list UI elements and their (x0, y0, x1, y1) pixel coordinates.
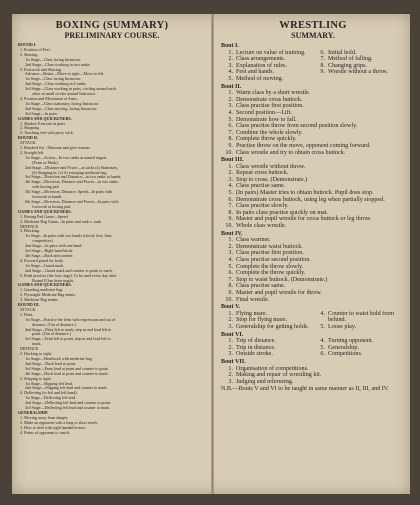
boxing-line: DEFENCE. (18, 346, 40, 352)
item-text: Organisation of competitions. (236, 365, 309, 372)
item-number: 3. (228, 323, 233, 330)
boxing-line: other in small circles around Instructor. (18, 91, 96, 97)
item-number: 9. (228, 216, 233, 223)
wrestling-subtitle: SUMMARY. (291, 31, 335, 40)
item-number: 6. (320, 351, 325, 358)
item-number: 5. (228, 116, 233, 123)
boxing-line: 1st Stage—In pairs with two hands (slowly first, then (18, 233, 112, 239)
wrestling-item (221, 90, 405, 97)
item-number: 9. (320, 69, 325, 76)
wrestling-item (313, 311, 405, 324)
item-text: Class practise throw from second position slowly. (236, 123, 358, 130)
boxing-line: 2nd Stage—Feint left to mark, step in and lead left to (18, 326, 112, 332)
item-number: 4. (228, 109, 233, 116)
boxing-line: 1. Reached fist : Illustrate and give reasons. (18, 145, 91, 151)
bout-column (221, 50, 313, 83)
item-number: 5. (320, 323, 325, 330)
boxing-line: 1st Stage—Action—In two ranks at named targets (18, 154, 107, 160)
item-number: 7. (228, 203, 233, 210)
boxing-line: 3rd Stage—Deflecting left lead and counter to mark. (18, 405, 111, 411)
wrestling-item (221, 372, 405, 379)
wrestling-item (221, 270, 405, 277)
boxing-line: 2nd Stage—Distance and Power—at sacks (a) Stationary, (18, 164, 119, 170)
boxing-line: 1st Stage—Class stationary, facing Instructor. (18, 100, 99, 106)
boxing-line: 2. Skipping. (18, 125, 40, 131)
item-text: Wrestle without a throw. (328, 69, 388, 76)
boxing-title: BOXING (SUMMARY) (55, 20, 169, 31)
wrestling-item (221, 130, 405, 137)
item-text: Second position—Lift. (236, 109, 292, 116)
item-number: 3. (228, 250, 233, 257)
wrestling-item (221, 69, 313, 76)
wrestling-item (221, 317, 313, 324)
item-text: Outside stroke. (236, 351, 273, 358)
item-text: Class wrestle without throw. (236, 163, 306, 170)
boxing-line: 1st Stage—Guard mark. (18, 262, 65, 268)
boxing-line: 3rd Stage—Class working in pairs, circling around each (18, 86, 116, 92)
boxing-line: 2. Make an opponent with a long or short reach. (18, 419, 98, 425)
boxing-line: 1. Position of Feet. (18, 46, 51, 52)
page-gutter (211, 14, 214, 494)
wrestling-item (221, 223, 405, 230)
boxing-line: ROUND I. (18, 42, 37, 47)
item-number: 7. (228, 129, 233, 136)
item-text: Class practise first position. (236, 250, 304, 257)
item-text: Trip of distance. (236, 338, 276, 345)
boxing-line: 5. Final practice (the four rings). To be used every day after (18, 272, 117, 278)
boxing-line: 3. Slipping to right. (18, 375, 52, 381)
boxing-line: ATTACK. (18, 140, 37, 146)
wrestling-item (221, 264, 405, 271)
item-number: 9. (228, 142, 233, 149)
item-number: 1. (228, 90, 233, 97)
boxing-line: 1. Feint. (18, 311, 34, 317)
item-number: 3. (228, 62, 233, 69)
boxing-line: point. (Out of distance.) (18, 331, 71, 337)
item-text: Complete throw quickly. (236, 136, 297, 143)
bout-columns (221, 311, 405, 331)
boxing-line: 1st Stage—Headwork with medicine bag. (18, 356, 93, 361)
item-number: 2. (228, 96, 233, 103)
item-text: Explanation of rules. (236, 62, 287, 69)
boxing-line: competitive). (18, 238, 54, 244)
item-number: 1. (228, 237, 233, 244)
item-number: 6. (228, 270, 233, 277)
boxing-line: 3. Footwork and Shaving. (18, 66, 62, 72)
item-text: (In pairs) Master tries to obtain buttock. Pupil does stop. (236, 190, 374, 197)
wrestling-item (313, 345, 405, 352)
wrestling-item (221, 203, 405, 210)
item-text: Trip in distance. (236, 344, 276, 351)
wrestling-item (221, 76, 313, 83)
boxing-line: 2nd Stage—Slipping left lead and counter to mark. (18, 385, 108, 391)
wrestling-item (221, 290, 405, 297)
item-text: Repeat cross buttock. (236, 170, 289, 177)
boxing-line: 2. Ducking to right. (18, 351, 52, 357)
boxing-line: 2nd Stage—In pairs with one hand. (18, 243, 83, 249)
wrestling-item (221, 177, 405, 184)
item-number: 5. (228, 75, 233, 82)
item-number: 10. (225, 296, 233, 303)
boxing-line: 4th Stage—Back and counter. (18, 252, 74, 258)
boxing-line: ATTACK. (18, 306, 37, 312)
item-number: 1. (228, 49, 233, 56)
boxing-line: Round II has been taught. (18, 277, 74, 283)
bout-heading: Bout V. (221, 304, 241, 311)
item-number: 3. (228, 103, 233, 110)
wrestling-item (221, 237, 405, 244)
item-text: Stop to waist buttock. (Demonstrate.) (236, 276, 328, 283)
boxing-line: GAMES AND QUICKENERS. (18, 208, 72, 214)
boxing-line: with boxing pad. (18, 184, 60, 190)
boxing-line: 1st Stage—Practice the feint with expression and out of (18, 316, 116, 322)
boxing-line: ROUND II. (18, 135, 39, 141)
item-text: Demonstrate cross buttock. (236, 96, 303, 103)
wrestling-item (221, 50, 313, 57)
boxing-line: distance. (Out of distance.) (18, 321, 76, 327)
item-number: 3. (228, 176, 233, 183)
wrestling-item (221, 250, 405, 257)
boxing-body (18, 43, 206, 436)
wrestling-item (221, 338, 313, 345)
boxing-line: (b) Stepping in. (c) At swinging medicine bag. (18, 169, 108, 175)
wrestling-item (221, 56, 313, 63)
wrestling-item (221, 379, 405, 386)
item-number: 9. (228, 289, 233, 296)
item-text: Generalship. (328, 344, 359, 351)
boxing-line: GAMES AND QUICKENERS. (18, 115, 72, 121)
wrestling-item (221, 197, 405, 204)
item-number: 2. (228, 372, 233, 379)
item-number: 1. (228, 338, 233, 345)
wrestling-item (313, 63, 405, 70)
boxing-line: 4. Deflecting (to left and left hand). (18, 390, 78, 396)
wrestling-item (221, 170, 405, 177)
boxing-line: 3. Touching feet with parry stick. (18, 130, 74, 136)
item-text: Initial hold. (328, 49, 357, 56)
item-text: Master and pupil wrestle for throw. (236, 289, 322, 296)
boxing-line: 2nd Stage—Guard mark and counter to point or mark. (18, 267, 113, 273)
wrestling-item (313, 324, 405, 331)
item-text: Practise throw on the move, opponent coming forward. (236, 142, 371, 149)
item-number: 1. (228, 310, 233, 317)
item-text: Demonstrate cross buttock, using leg when partially stopped. (236, 196, 385, 203)
item-text: Class practise slowly. (236, 203, 289, 210)
boxing-line: footwork at boxing pad. (18, 203, 72, 209)
bout-columns (221, 50, 405, 83)
boxing-line: 3rd Stage—In pairs. (18, 110, 58, 116)
boxing-line: 2nd Stage—Duck lead at point. (18, 360, 76, 366)
wrestling-item (313, 69, 405, 76)
item-number: 10. (225, 149, 233, 156)
item-number: 2. (228, 344, 233, 351)
item-text: Class arrangements. (236, 56, 286, 63)
boxing-line: 6th Stage—Direction, Distance and Power—In pairs with (18, 199, 119, 204)
wrestling-item (221, 150, 405, 157)
item-text: Final wrestle. (236, 296, 270, 303)
item-text: Class practise same. (236, 283, 286, 290)
boxing-line: GENERALSHIP. (18, 409, 49, 415)
bout-heading: Bout II. (221, 83, 242, 90)
bout-column (313, 338, 405, 358)
boxing-line: 1. Moving away from danger. (18, 414, 69, 420)
item-text: In pairs class practise quickly on mat. (236, 209, 328, 216)
boxing-line: 3. How to deal with right handed boxers. (18, 424, 87, 430)
wrestling-item (221, 103, 405, 110)
item-text: Class practise same. (236, 183, 286, 190)
item-number: 4. (228, 183, 233, 190)
boxing-line: 4. Position and Movement of Arms. (18, 95, 78, 101)
item-number: 3. (228, 351, 233, 358)
wrestling-item (221, 277, 405, 284)
item-number: 4. (228, 257, 233, 263)
item-number: 5. (228, 263, 233, 270)
wrestling-item (221, 345, 313, 352)
item-number: 6. (228, 196, 233, 203)
bout-heading: Bout IV. (221, 230, 243, 237)
item-text: Class wrestle and try to obtain cross buttock. (236, 149, 346, 156)
boxing-line: mark. (18, 341, 42, 347)
item-number: 4. (228, 69, 233, 76)
boxing-line: DEFENCE. (18, 223, 40, 229)
wrestling-item (221, 123, 405, 130)
bout-heading: Bout VII. (221, 358, 246, 365)
wrestling-item (313, 351, 405, 358)
item-number: 6. (320, 49, 325, 56)
boxing-line: 2nd Stage—Class working in two ranks. (18, 61, 91, 67)
item-number: 2. (228, 243, 233, 250)
boxing-line: 2. Flywaight Medicine Bag tennis. (18, 292, 76, 298)
boxing-line: 1. Shadow Exercise in pairs. (18, 120, 67, 126)
wrestling-note: N.B.—Bouts V and VI to be taught in same manner as II, III, and IV. (221, 386, 389, 393)
item-number: 8. (320, 62, 325, 69)
item-text: Demonstrate how to fall. (236, 116, 297, 123)
boxing-line: (Point or Mark). (18, 159, 59, 165)
item-text: Stop for flying mare. (236, 317, 288, 324)
item-number: 2. (228, 170, 233, 177)
item-text: Combine the whole slowly. (236, 129, 303, 136)
item-number: 2. (228, 56, 233, 63)
item-number: 8. (228, 209, 233, 216)
item-number: 7. (228, 276, 233, 283)
boxing-line: 1. Boxing Pad Game—Speed. (18, 213, 69, 219)
item-text: Complete the throw slowly. (236, 263, 304, 270)
boxing-line: 2nd Stage—Class moving, facing Instructor. (18, 105, 98, 111)
boxing-page (18, 20, 206, 490)
item-text: Class practise first position. (236, 103, 304, 110)
boxing-line: 2nd Stage—Deflecting left lead and counter to point. (18, 400, 111, 406)
bout-heading: Bout I. (221, 43, 239, 49)
booklet-spread (12, 14, 410, 494)
item-number: 5. (228, 190, 233, 197)
item-text: Stop to cross. (Demonstrate.) (236, 176, 308, 183)
item-text: Class warmer. (236, 237, 271, 244)
boxing-line: 1st Stage—Class facing Instructor. (18, 56, 82, 62)
item-text: Feet and hands. (236, 69, 275, 76)
boxing-line: 2nd Stage—Class working in 2 ranks. (18, 81, 87, 87)
boxing-line: 2. Straight left. (18, 149, 45, 155)
item-text: Judging and refereeing. (236, 378, 294, 385)
wrestling-item (221, 143, 405, 150)
boxing-line: footwork at hands. (18, 194, 63, 200)
item-text: Master and pupil wrestle for cross buttock or leg throw. (236, 216, 372, 223)
boxing-line: GAMES AND QUICKENERS. (18, 282, 72, 288)
item-text: Method of moving. (236, 75, 284, 82)
wrestling-title: WRESTLING (279, 20, 347, 31)
wrestling-item (221, 283, 405, 290)
wrestling-item (313, 338, 405, 345)
item-number: 4. (320, 310, 325, 317)
boxing-line: 5th Stage—Direction, Distance, Speed—In pairs with (18, 189, 113, 195)
boxing-line: 4. Feints of opponent to watch. (18, 429, 71, 435)
wrestling-item (221, 351, 313, 358)
item-text: Competitions. (328, 351, 363, 358)
bout-columns (221, 338, 405, 358)
wrestling-item (221, 164, 405, 171)
item-text: Whole class wrestle. (236, 223, 287, 230)
boxing-line: 1st Stage—Deflecting left lead. (18, 395, 77, 401)
item-text: Making and repair of wrestling kit. (236, 372, 322, 379)
bout-heading: Bout III. (221, 157, 244, 164)
item-number: 4. (320, 338, 325, 345)
item-text: Flying mare. (236, 310, 268, 317)
wrestling-item (221, 257, 405, 264)
wrestling-page (221, 20, 405, 490)
boxing-line: 3rd Stage—Right hand block. (18, 248, 74, 254)
boxing-line: 4th Stage—Direction, Distance and Power—in two ranks (18, 179, 119, 185)
boxing-line: 3rd Stage—Feint left to point, step in and lead left to (18, 336, 111, 342)
item-number: 6. (228, 123, 233, 130)
bout-heading: Bout VI. (221, 331, 244, 338)
bout-column (221, 311, 313, 331)
boxing-line: 1st Stage—Class facing Instructor. (18, 76, 82, 82)
item-text: Generalship for getting holds. (236, 323, 309, 330)
boxing-line: 1st Stage—Slipping left lead. (18, 380, 73, 386)
item-text: Class practise second position. (236, 257, 311, 263)
wrestling-item (221, 297, 405, 304)
item-number: 8. (228, 283, 233, 290)
item-number: 1. (228, 163, 233, 170)
item-number: 5. (320, 344, 325, 351)
boxing-line: 3rd Stage—Direction and Distance—in two ranks at hands. (18, 174, 122, 180)
wrestling-item (221, 324, 313, 331)
boxing-line: 3rd Stage—Parry lead at point and counter to point. (18, 365, 109, 371)
item-text: Changing grips. (328, 62, 367, 69)
item-number: 3. (228, 378, 233, 385)
bout-column (221, 338, 313, 358)
wrestling-item (221, 216, 405, 223)
item-text: Complete the throw quickly. (236, 270, 306, 277)
wrestling-item (221, 190, 405, 197)
boxing-line: 2. Medicine Bag Game—In pairs and rank v. rank. (18, 218, 102, 224)
item-number: 10. (225, 223, 233, 230)
boxing-line: 4. Forward guard for body. (18, 257, 64, 263)
boxing-line: 3. Medicine Bag tennis. (18, 297, 59, 303)
wrestling-item (313, 56, 405, 63)
wrestling-item (221, 110, 405, 117)
item-number: 7. (320, 56, 325, 63)
bout-column (313, 50, 405, 83)
item-text: Turning opponent. (328, 338, 374, 345)
item-number: 8. (228, 136, 233, 143)
item-text: Warm class by a short wrestle. (236, 90, 311, 97)
boxing-line: ROUND III. (18, 302, 40, 308)
wrestling-item (221, 136, 405, 143)
boxing-line: 3. Blocking. (18, 228, 40, 234)
wrestling-body (221, 43, 405, 385)
item-text: Counter to waist hold from behind. (328, 310, 395, 324)
boxing-line: 2. Shaving. (18, 51, 39, 57)
boxing-subtitle: PRELIMINARY COURSE. (64, 31, 160, 40)
wrestling-item (221, 63, 313, 70)
bout-column (313, 311, 405, 331)
item-text: Method of falling. (328, 56, 373, 63)
item-number: 2. (228, 317, 233, 324)
boxing-line: Advance—Retire—Move to right—Move to left. (18, 71, 105, 77)
item-text: Lecture on value of training. (236, 49, 306, 56)
boxing-line: 4th Stage—Duck lead at point and counter to mark. (18, 370, 109, 376)
boxing-line: 1. Guarding medicine bag. (18, 287, 64, 293)
item-text: Demonstrate waist buttock. (236, 243, 303, 250)
item-text: Loose play. (328, 323, 357, 330)
item-number: 1. (228, 365, 233, 372)
